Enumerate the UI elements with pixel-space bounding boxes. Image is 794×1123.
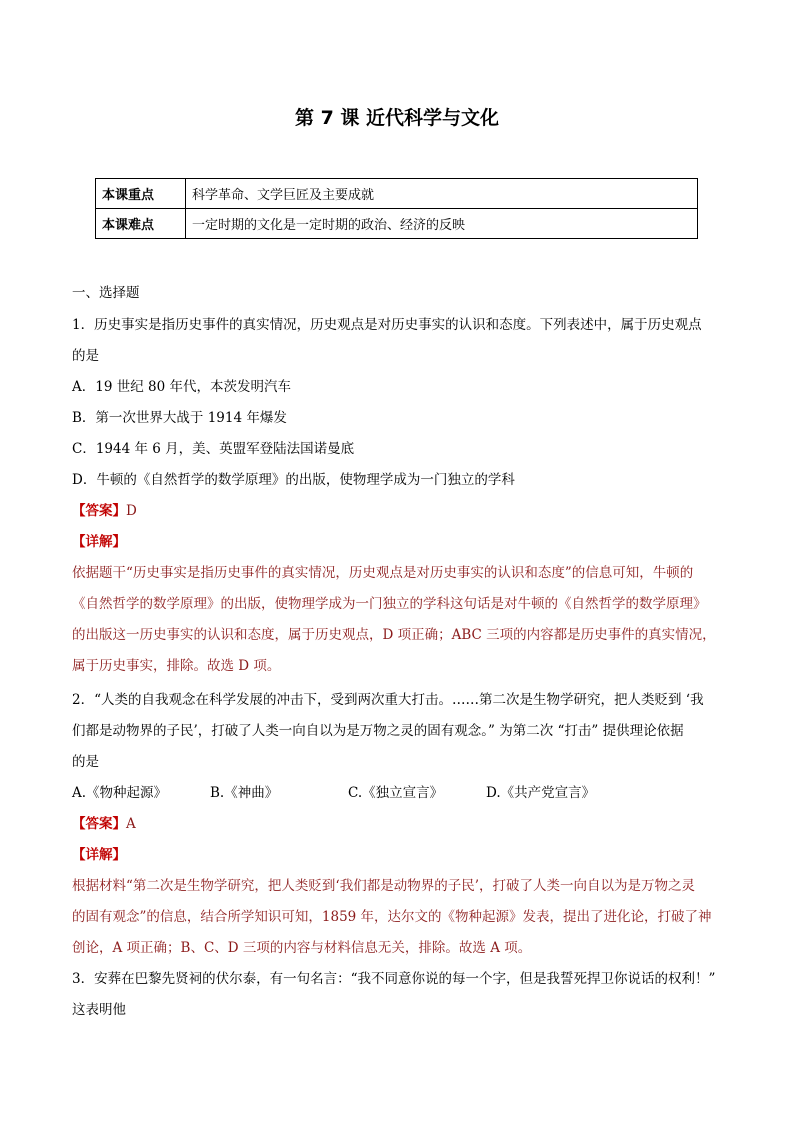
page-title: 第 7 课 近代科学与文化 (294, 107, 500, 129)
key-point-label: 本课重点 (96, 179, 186, 209)
key-point-value: 科学革命、文学巨匠及主要成就 (186, 179, 698, 209)
q1-stem-line-1: 1．历史事实是指历史事件的真实情况，历史观点是对历史事实的认识和态度。下列表述中，属于历史观点 (72, 317, 702, 333)
answer-value: A (126, 816, 136, 832)
table-row (96, 209, 698, 239)
q2-option-b: B.《神曲》 (210, 785, 279, 801)
q1-stem-line-2: 的是 (72, 348, 99, 364)
answer-label: 【答案】 (72, 503, 126, 519)
q2-detail-line: 的固有观念”的信息，结合所学知识可知，1859 年，达尔文的《物种起源》发表，提出了进化论，打破了神 (72, 909, 712, 925)
q2-answer (72, 812, 136, 832)
q2-detail-line: 根据材料“第二次是生物学研究，把人类贬到‘我们都是动物界的子民’，打破了人类一向自以为是万物之灵 (72, 878, 695, 894)
difficulty-value: 一定时期的文化是一定时期的政治、经济的反映 (186, 209, 698, 239)
q1-detail-line: 《自然哲学的数学原理》的出版，使物理学成为一门独立的学科这句话是对牛顿的《自然哲学的数学原理》 (72, 596, 707, 612)
q1-answer (72, 499, 137, 519)
q1-detail-label: 【详解】 (72, 534, 126, 550)
q2-detail-line: 创论，A 项正确；B、C、D 三项的内容与材料信息无关，排除。故选 A 项。 (72, 940, 532, 956)
q2-options (72, 781, 595, 801)
answer-label: 【答案】 (72, 816, 126, 832)
q2-option-a: A.《物种起源》 (72, 785, 168, 801)
q2-stem-line: 的是 (72, 754, 99, 770)
q1-option-c: C．1944 年 6 月，美、英盟军登陆法国诺曼底 (72, 441, 355, 457)
key-points-table (95, 178, 698, 239)
q2-option-d: D.《共产党宣言》 (486, 785, 596, 801)
q1-detail-line: 的出版这一历史事实的认识和态度，属于历史观点，D 项正确；ABC 三项的内容都是历史事件的真实情况， (72, 627, 716, 643)
answer-value: D (126, 503, 137, 519)
q1-detail-line: 依据题干“历史事实是指历史事件的真实情况，历史观点是对历史事实的认识和态度”的信息可知，牛顿的 (72, 565, 694, 581)
q3-stem-line: 这表明他 (72, 1002, 126, 1018)
q2-detail-label: 【详解】 (72, 847, 126, 863)
q1-option-a: A．19 世纪 80 年代，本茨发明汽车 (72, 379, 291, 395)
section-title: 一、选择题 (72, 285, 140, 301)
q1-detail-line: 属于历史事实，排除。故选 D 项。 (72, 658, 281, 674)
table-row (96, 179, 698, 209)
q2-option-c: C.《独立宣言》 (348, 785, 444, 801)
difficulty-label: 本课难点 (96, 209, 186, 239)
q2-stem-line: 2．“人类的自我观念在科学发展的冲击下，受到两次重大打击。……第二次是生物学研究，把人类贬到 ‘我 (72, 692, 704, 708)
q1-option-d: D．牛顿的《自然哲学的数学原理》的出版，使物理学成为一门独立的学科 (72, 472, 515, 488)
q3-stem-line: 3．安葬在巴黎先贤祠的伏尔泰，有一句名言：“我不同意你说的每一个字，但是我誓死捍卫你说话的权利！” (72, 971, 716, 987)
q2-stem-line: 们都是动物界的子民’，打破了人类一向自以为是万物之灵的固有观念。” 为第二次 “打击” 提供理论依据 (72, 723, 684, 739)
q1-option-b: B．第一次世界大战于 1914 年爆发 (72, 410, 287, 426)
